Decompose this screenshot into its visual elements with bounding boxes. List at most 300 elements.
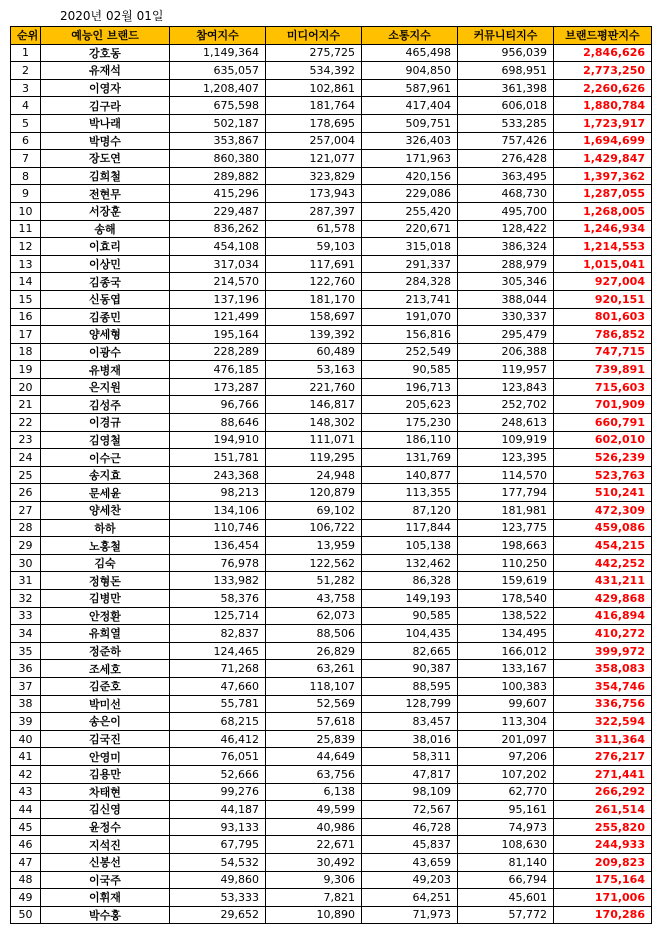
communication-cell: 117,844 <box>362 519 458 537</box>
table-row <box>11 642 652 660</box>
rank-cell: 7 <box>11 150 41 168</box>
media-cell: 118,107 <box>266 677 362 695</box>
rank-cell: 44 <box>11 801 41 819</box>
media-cell: 121,077 <box>266 150 362 168</box>
communication-cell: 140,877 <box>362 466 458 484</box>
media-cell: 10,890 <box>266 906 362 924</box>
community-cell: 757,426 <box>458 132 554 150</box>
participation-cell: 93,133 <box>170 818 266 836</box>
table-row <box>11 818 652 836</box>
rank-cell: 26 <box>11 484 41 502</box>
brand-score-cell: 660,791 <box>554 414 652 432</box>
media-cell: 181,764 <box>266 97 362 115</box>
brand-name-cell: 조세호 <box>41 660 170 678</box>
participation-cell: 88,646 <box>170 414 266 432</box>
brand-score-cell: 175,164 <box>554 871 652 889</box>
brand-name-cell: 신동엽 <box>41 290 170 308</box>
media-cell: 30,492 <box>266 853 362 871</box>
rank-cell: 39 <box>11 713 41 731</box>
communication-cell: 132,462 <box>362 554 458 572</box>
table-header-row <box>11 27 652 45</box>
community-cell: 107,202 <box>458 765 554 783</box>
table-row <box>11 44 652 62</box>
brand-score-cell: 701,909 <box>554 396 652 414</box>
participation-cell: 76,978 <box>170 554 266 572</box>
brand-score-cell: 358,083 <box>554 660 652 678</box>
table-row <box>11 396 652 414</box>
brand-name-cell: 정형돈 <box>41 572 170 590</box>
participation-cell: 54,532 <box>170 853 266 871</box>
communication-cell: 83,457 <box>362 713 458 731</box>
brand-score-cell: 454,215 <box>554 537 652 555</box>
brand-name-cell: 김희철 <box>41 167 170 185</box>
community-cell: 110,250 <box>458 554 554 572</box>
table-row <box>11 484 652 502</box>
media-cell: 106,722 <box>266 519 362 537</box>
media-cell: 6,138 <box>266 783 362 801</box>
brand-name-cell: 김병만 <box>41 590 170 608</box>
rank-cell: 25 <box>11 466 41 484</box>
communication-cell: 86,328 <box>362 572 458 590</box>
brand-score-cell: 271,441 <box>554 765 652 783</box>
table-row <box>11 62 652 80</box>
brand-score-cell: 747,715 <box>554 343 652 361</box>
community-cell: 159,619 <box>458 572 554 590</box>
brand-name-cell: 은지원 <box>41 378 170 396</box>
brand-score-cell: 311,364 <box>554 730 652 748</box>
report-date: 2020년 02월 01일 <box>60 9 164 23</box>
communication-cell: 71,973 <box>362 906 458 924</box>
rank-cell: 18 <box>11 343 41 361</box>
participation-cell: 52,666 <box>170 765 266 783</box>
table-row <box>11 378 652 396</box>
rank-cell: 40 <box>11 730 41 748</box>
rank-cell: 30 <box>11 554 41 572</box>
communication-cell: 88,595 <box>362 677 458 695</box>
brand-name-cell: 문세윤 <box>41 484 170 502</box>
table-row <box>11 114 652 132</box>
table-row <box>11 326 652 344</box>
media-cell: 534,392 <box>266 62 362 80</box>
brand-name-cell: 전현무 <box>41 185 170 203</box>
media-cell: 62,073 <box>266 607 362 625</box>
community-cell: 533,285 <box>458 114 554 132</box>
media-cell: 43,758 <box>266 590 362 608</box>
table-row <box>11 97 652 115</box>
community-cell: 386,324 <box>458 238 554 256</box>
media-cell: 22,671 <box>266 836 362 854</box>
community-cell: 123,775 <box>458 519 554 537</box>
communication-cell: 252,549 <box>362 343 458 361</box>
participation-cell: 675,598 <box>170 97 266 115</box>
brand-name-cell: 박미선 <box>41 695 170 713</box>
brand-reputation-table <box>10 26 652 924</box>
table-row <box>11 730 652 748</box>
community-cell: 166,012 <box>458 642 554 660</box>
participation-cell: 194,910 <box>170 431 266 449</box>
communication-cell: 291,337 <box>362 255 458 273</box>
brand-score-cell: 399,972 <box>554 642 652 660</box>
communication-cell: 98,109 <box>362 783 458 801</box>
header-rank: 순위 <box>11 27 41 45</box>
community-cell: 113,304 <box>458 713 554 731</box>
communication-cell: 43,659 <box>362 853 458 871</box>
brand-score-cell: 2,773,250 <box>554 62 652 80</box>
header-brand-score: 브랜드평판지수 <box>554 27 652 45</box>
brand-name-cell: 박나래 <box>41 114 170 132</box>
brand-name-cell: 신봉선 <box>41 853 170 871</box>
community-cell: 206,388 <box>458 343 554 361</box>
table-row <box>11 343 652 361</box>
table-row <box>11 853 652 871</box>
communication-cell: 72,567 <box>362 801 458 819</box>
table-row <box>11 713 652 731</box>
media-cell: 24,948 <box>266 466 362 484</box>
brand-score-cell: 209,823 <box>554 853 652 871</box>
participation-cell: 58,376 <box>170 590 266 608</box>
rank-cell: 8 <box>11 167 41 185</box>
community-cell: 119,957 <box>458 361 554 379</box>
participation-cell: 68,215 <box>170 713 266 731</box>
media-cell: 287,397 <box>266 202 362 220</box>
brand-name-cell: 이경규 <box>41 414 170 432</box>
participation-cell: 110,746 <box>170 519 266 537</box>
brand-name-cell: 유재석 <box>41 62 170 80</box>
rank-cell: 31 <box>11 572 41 590</box>
brand-score-cell: 261,514 <box>554 801 652 819</box>
participation-cell: 53,333 <box>170 889 266 907</box>
communication-cell: 465,498 <box>362 44 458 62</box>
brand-score-cell: 526,239 <box>554 449 652 467</box>
table-row <box>11 273 652 291</box>
community-cell: 97,206 <box>458 748 554 766</box>
participation-cell: 195,164 <box>170 326 266 344</box>
community-cell: 606,018 <box>458 97 554 115</box>
rank-cell: 46 <box>11 836 41 854</box>
media-cell: 119,295 <box>266 449 362 467</box>
table-row <box>11 748 652 766</box>
communication-cell: 82,665 <box>362 642 458 660</box>
community-cell: 956,039 <box>458 44 554 62</box>
participation-cell: 82,837 <box>170 625 266 643</box>
media-cell: 158,697 <box>266 308 362 326</box>
brand-score-cell: 715,603 <box>554 378 652 396</box>
brand-name-cell: 김국진 <box>41 730 170 748</box>
communication-cell: 509,751 <box>362 114 458 132</box>
rank-cell: 28 <box>11 519 41 537</box>
brand-score-cell: 431,211 <box>554 572 652 590</box>
media-cell: 59,103 <box>266 238 362 256</box>
communication-cell: 90,387 <box>362 660 458 678</box>
brand-score-cell: 1,214,553 <box>554 238 652 256</box>
participation-cell: 502,187 <box>170 114 266 132</box>
brand-score-cell: 1,429,847 <box>554 150 652 168</box>
community-cell: 62,770 <box>458 783 554 801</box>
rank-cell: 11 <box>11 220 41 238</box>
media-cell: 25,839 <box>266 730 362 748</box>
table-row <box>11 466 652 484</box>
communication-cell: 45,837 <box>362 836 458 854</box>
brand-score-cell: 2,260,626 <box>554 79 652 97</box>
community-cell: 276,428 <box>458 150 554 168</box>
brand-name-cell: 박명수 <box>41 132 170 150</box>
brand-name-cell: 서장훈 <box>41 202 170 220</box>
community-cell: 74,973 <box>458 818 554 836</box>
rank-cell: 42 <box>11 765 41 783</box>
table-row <box>11 660 652 678</box>
participation-cell: 125,714 <box>170 607 266 625</box>
rank-cell: 32 <box>11 590 41 608</box>
participation-cell: 98,213 <box>170 484 266 502</box>
participation-cell: 214,570 <box>170 273 266 291</box>
media-cell: 9,306 <box>266 871 362 889</box>
brand-name-cell: 이효리 <box>41 238 170 256</box>
rank-cell: 43 <box>11 783 41 801</box>
media-cell: 51,282 <box>266 572 362 590</box>
media-cell: 26,829 <box>266 642 362 660</box>
communication-cell: 38,016 <box>362 730 458 748</box>
participation-cell: 44,187 <box>170 801 266 819</box>
community-cell: 128,422 <box>458 220 554 238</box>
community-cell: 468,730 <box>458 185 554 203</box>
brand-name-cell: 김신영 <box>41 801 170 819</box>
media-cell: 40,986 <box>266 818 362 836</box>
rank-cell: 34 <box>11 625 41 643</box>
brand-name-cell: 정준하 <box>41 642 170 660</box>
table-row <box>11 801 652 819</box>
media-cell: 148,302 <box>266 414 362 432</box>
participation-cell: 55,781 <box>170 695 266 713</box>
rank-cell: 20 <box>11 378 41 396</box>
brand-name-cell: 이수근 <box>41 449 170 467</box>
table-row <box>11 220 652 238</box>
participation-cell: 96,766 <box>170 396 266 414</box>
participation-cell: 29,652 <box>170 906 266 924</box>
communication-cell: 420,156 <box>362 167 458 185</box>
table-row <box>11 308 652 326</box>
communication-cell: 90,585 <box>362 607 458 625</box>
brand-name-cell: 김성주 <box>41 396 170 414</box>
media-cell: 60,489 <box>266 343 362 361</box>
brand-name-cell: 김숙 <box>41 554 170 572</box>
brand-score-cell: 1,880,784 <box>554 97 652 115</box>
brand-score-cell: 170,286 <box>554 906 652 924</box>
table-row <box>11 167 652 185</box>
rank-cell: 35 <box>11 642 41 660</box>
community-cell: 177,794 <box>458 484 554 502</box>
rank-cell: 6 <box>11 132 41 150</box>
communication-cell: 186,110 <box>362 431 458 449</box>
table-row <box>11 502 652 520</box>
table-row <box>11 202 652 220</box>
communication-cell: 284,328 <box>362 273 458 291</box>
rank-cell: 29 <box>11 537 41 555</box>
media-cell: 146,817 <box>266 396 362 414</box>
participation-cell: 136,454 <box>170 537 266 555</box>
participation-cell: 229,487 <box>170 202 266 220</box>
brand-score-cell: 927,004 <box>554 273 652 291</box>
rank-cell: 36 <box>11 660 41 678</box>
community-cell: 108,630 <box>458 836 554 854</box>
community-cell: 363,495 <box>458 167 554 185</box>
brand-name-cell: 김준호 <box>41 677 170 695</box>
rank-cell: 9 <box>11 185 41 203</box>
brand-name-cell: 강호동 <box>41 44 170 62</box>
rank-cell: 5 <box>11 114 41 132</box>
table-row <box>11 765 652 783</box>
community-cell: 45,601 <box>458 889 554 907</box>
community-cell: 305,346 <box>458 273 554 291</box>
community-cell: 252,702 <box>458 396 554 414</box>
brand-name-cell: 유희열 <box>41 625 170 643</box>
rank-cell: 19 <box>11 361 41 379</box>
table-row <box>11 132 652 150</box>
communication-cell: 196,713 <box>362 378 458 396</box>
brand-score-cell: 602,010 <box>554 431 652 449</box>
table-row <box>11 906 652 924</box>
header-participation: 참여지수 <box>170 27 266 45</box>
brand-name-cell: 차태현 <box>41 783 170 801</box>
brand-score-cell: 442,252 <box>554 554 652 572</box>
brand-name-cell: 송해 <box>41 220 170 238</box>
participation-cell: 476,185 <box>170 361 266 379</box>
community-cell: 134,495 <box>458 625 554 643</box>
rank-cell: 50 <box>11 906 41 924</box>
table-row <box>11 695 652 713</box>
media-cell: 7,821 <box>266 889 362 907</box>
community-cell: 178,540 <box>458 590 554 608</box>
brand-name-cell: 양세찬 <box>41 502 170 520</box>
brand-score-cell: 255,820 <box>554 818 652 836</box>
brand-score-cell: 354,746 <box>554 677 652 695</box>
communication-cell: 47,817 <box>362 765 458 783</box>
rank-cell: 47 <box>11 853 41 871</box>
community-cell: 95,161 <box>458 801 554 819</box>
participation-cell: 99,276 <box>170 783 266 801</box>
table-row <box>11 554 652 572</box>
media-cell: 111,071 <box>266 431 362 449</box>
community-cell: 330,337 <box>458 308 554 326</box>
community-cell: 99,607 <box>458 695 554 713</box>
header-communication: 소통지수 <box>362 27 458 45</box>
brand-score-cell: 801,603 <box>554 308 652 326</box>
table-row <box>11 79 652 97</box>
brand-name-cell: 김구라 <box>41 97 170 115</box>
media-cell: 323,829 <box>266 167 362 185</box>
communication-cell: 171,963 <box>362 150 458 168</box>
brand-score-cell: 276,217 <box>554 748 652 766</box>
table-row <box>11 238 652 256</box>
communication-cell: 64,251 <box>362 889 458 907</box>
participation-cell: 860,380 <box>170 150 266 168</box>
participation-cell: 836,262 <box>170 220 266 238</box>
media-cell: 117,691 <box>266 255 362 273</box>
community-cell: 133,167 <box>458 660 554 678</box>
rank-cell: 14 <box>11 273 41 291</box>
rank-cell: 10 <box>11 202 41 220</box>
communication-cell: 213,741 <box>362 290 458 308</box>
rank-cell: 27 <box>11 502 41 520</box>
brand-score-cell: 1,246,934 <box>554 220 652 238</box>
brand-name-cell: 김용만 <box>41 765 170 783</box>
participation-cell: 71,268 <box>170 660 266 678</box>
participation-cell: 134,106 <box>170 502 266 520</box>
brand-name-cell: 안영미 <box>41 748 170 766</box>
rank-cell: 15 <box>11 290 41 308</box>
community-cell: 288,979 <box>458 255 554 273</box>
participation-cell: 635,057 <box>170 62 266 80</box>
community-cell: 57,772 <box>458 906 554 924</box>
table-row <box>11 290 652 308</box>
rank-cell: 41 <box>11 748 41 766</box>
rank-cell: 3 <box>11 79 41 97</box>
brand-score-cell: 2,846,626 <box>554 44 652 62</box>
rank-cell: 49 <box>11 889 41 907</box>
community-cell: 138,522 <box>458 607 554 625</box>
brand-score-cell: 510,241 <box>554 484 652 502</box>
media-cell: 221,760 <box>266 378 362 396</box>
rank-cell: 13 <box>11 255 41 273</box>
participation-cell: 415,296 <box>170 185 266 203</box>
community-cell: 495,700 <box>458 202 554 220</box>
communication-cell: 417,404 <box>362 97 458 115</box>
participation-cell: 67,795 <box>170 836 266 854</box>
participation-cell: 289,882 <box>170 167 266 185</box>
communication-cell: 175,230 <box>362 414 458 432</box>
table-row <box>11 255 652 273</box>
community-cell: 698,951 <box>458 62 554 80</box>
brand-score-cell: 1,268,005 <box>554 202 652 220</box>
community-cell: 81,140 <box>458 853 554 871</box>
participation-cell: 46,412 <box>170 730 266 748</box>
communication-cell: 58,311 <box>362 748 458 766</box>
table-row <box>11 836 652 854</box>
communication-cell: 104,435 <box>362 625 458 643</box>
participation-cell: 47,660 <box>170 677 266 695</box>
rank-cell: 16 <box>11 308 41 326</box>
communication-cell: 90,585 <box>362 361 458 379</box>
media-cell: 181,170 <box>266 290 362 308</box>
communication-cell: 315,018 <box>362 238 458 256</box>
table-row <box>11 361 652 379</box>
media-cell: 63,756 <box>266 765 362 783</box>
participation-cell: 124,465 <box>170 642 266 660</box>
communication-cell: 255,420 <box>362 202 458 220</box>
participation-cell: 121,499 <box>170 308 266 326</box>
community-cell: 114,570 <box>458 466 554 484</box>
media-cell: 120,879 <box>266 484 362 502</box>
community-cell: 388,044 <box>458 290 554 308</box>
rank-cell: 12 <box>11 238 41 256</box>
communication-cell: 326,403 <box>362 132 458 150</box>
brand-name-cell: 송은이 <box>41 713 170 731</box>
participation-cell: 1,208,407 <box>170 79 266 97</box>
participation-cell: 228,289 <box>170 343 266 361</box>
rank-cell: 33 <box>11 607 41 625</box>
brand-name-cell: 김영철 <box>41 431 170 449</box>
media-cell: 44,649 <box>266 748 362 766</box>
brand-name-cell: 유병재 <box>41 361 170 379</box>
communication-cell: 229,086 <box>362 185 458 203</box>
brand-score-cell: 410,272 <box>554 625 652 643</box>
brand-name-cell: 박수홍 <box>41 906 170 924</box>
community-cell: 100,383 <box>458 677 554 695</box>
communication-cell: 149,193 <box>362 590 458 608</box>
brand-name-cell: 이휘재 <box>41 889 170 907</box>
media-cell: 53,163 <box>266 361 362 379</box>
communication-cell: 156,816 <box>362 326 458 344</box>
table-row <box>11 871 652 889</box>
